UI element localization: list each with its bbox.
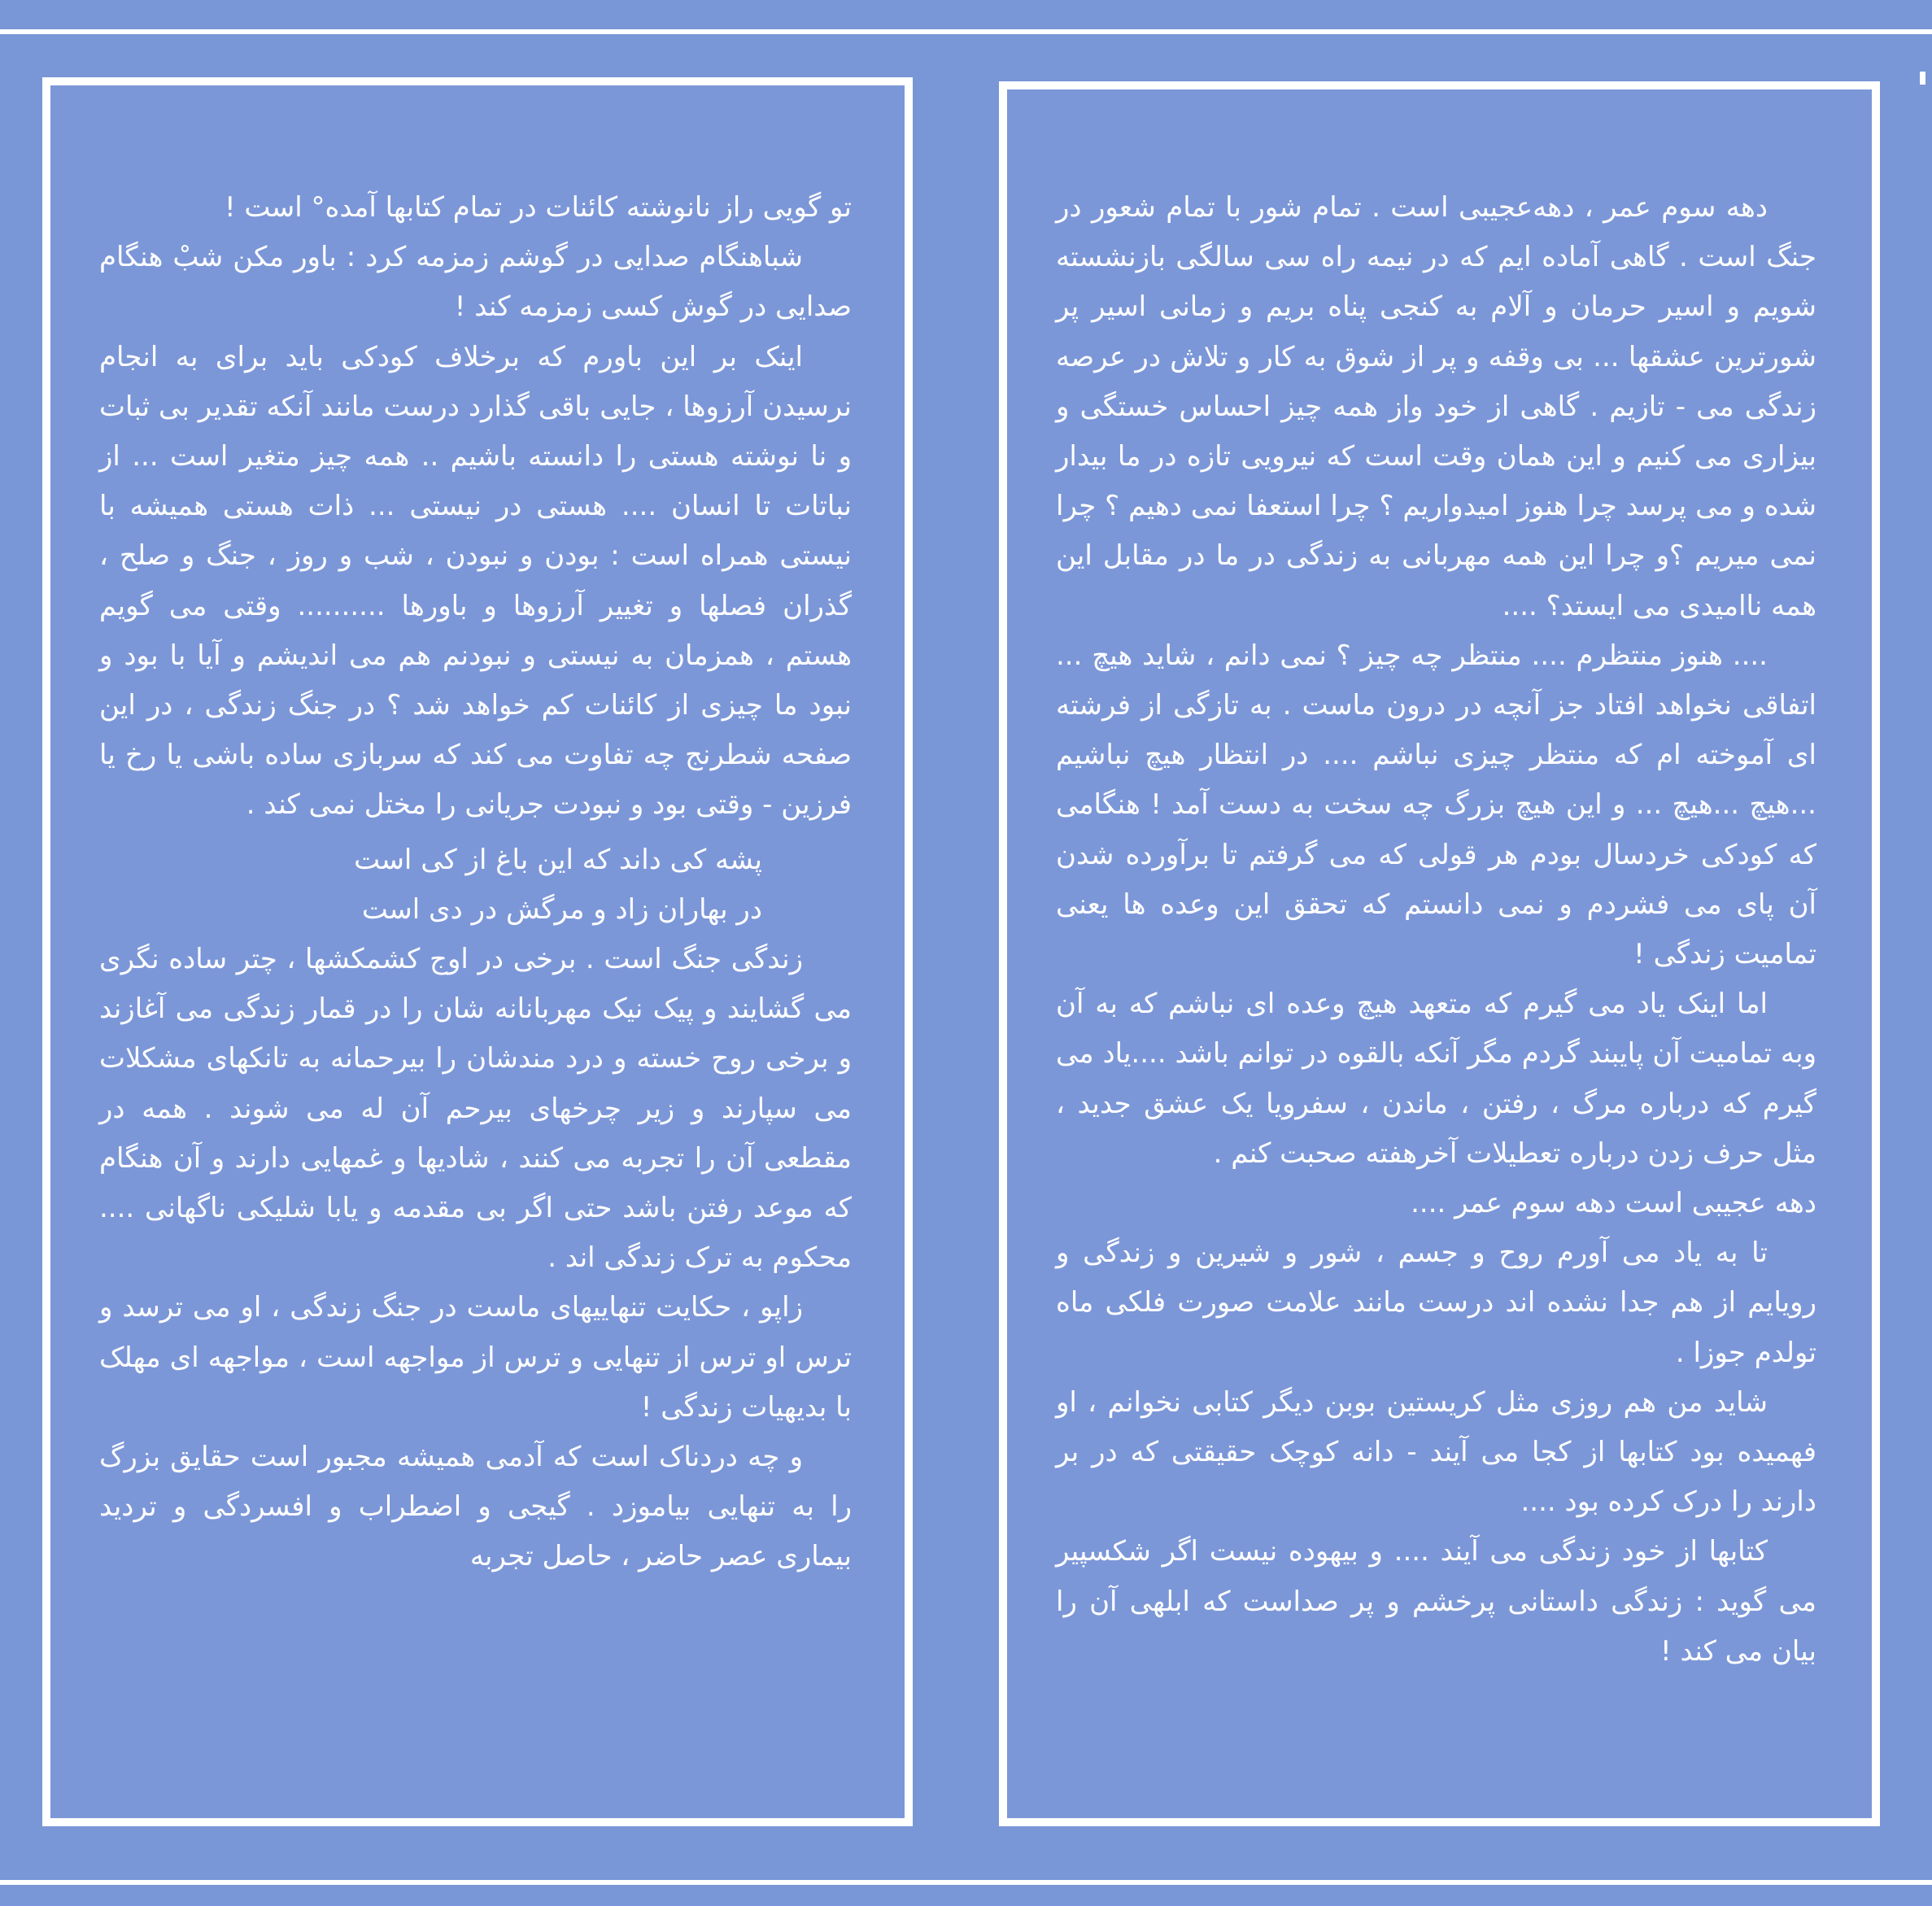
poem-line-2: در بهاران زاد و مرگش در دی است (361, 892, 762, 926)
right-paragraph-3: اما اینک یاد می گیرم که متعهد هیچ وعده ای نباشم که به آن وبه تمامیت آن پایبند گردم مگر آنکه بالقوه در توانم باشد ....یاد می گیرم که درباره مرگ ، رفتن ، ماندن ، سفرویا یک عشق جدید ، مثل حرف زدن درباره تعطیلات آخرهفته صحبت کنم . (1056, 988, 1816, 1170)
right-text-panel (999, 81, 1880, 1826)
edge-mark (1920, 72, 1925, 85)
right-text-column (1056, 183, 1816, 1677)
left-paragraph-3: اینک بر این باورم که برخلاف کودکی باید برای به انجام نرسیدن آرزوها ، جایی باقی گذارد درست مانند آنکه تقدیر بی ثبات و نا نوشته هستی را دانسته باشیم .. همه چیز متغیر است ... از نباتات تا انسان .... هستی در نیستی ... ذات هستی همیشه با نیستی همراه است : بودن و نبودن ، شب و روز ، جنگ و صلح ، گذران فصلها و تغییر آرزوها و باورها .......... وقتی می گویم هستم ، همزمان به نیستی و نبودنم هم می اندیشم و آیا با بود و نبود ما چیزی از کائنات کم خواهد شد ؟ در جنگ زندگی ، در این صفحه شطرنج چه تفاوت می کند که سربازی ساده باشی یا رخ یا فرزین - وقتی بود و نبودت جریانی را مختل نمی کند . (99, 340, 852, 822)
left-paragraph-5: زاپو ، حکایت تنهاییهای ماست در جنگ زندگی ، او می ترسد و ترس او ترس از تنهایی و ترس از مواجهه است ، مواجهه ای مهلک با بدیهیات زندگی ! (99, 1291, 852, 1424)
left-paragraph-6: و چه دردناک است که آدمی همیشه مجبور است حقایق بزرگ را به تنهایی بیاموزد . گیجی و اضطراب و افسردگی و تردید بیماری عصر حاضر ، حاصل تجربه (99, 1441, 852, 1573)
right-paragraph-7: کتابها از خود زندگی می آیند .... و بیهوده نیست اگر شکسپیر می گوید : زندگی داستانی پرخشم و پر صداست که ابلهی آن را بیان می کند ! (1056, 1535, 1816, 1668)
left-paragraph-4: زندگی جنگ است . برخی در اوج کشمکشها ، چتر ساده نگری می گشایند و پیک نیک مهربانانه شان را در قمار زندگی می آغازند و برخی روح خسته و درد مندشان را بیرحمانه به تانکهای مشکلات می سپارند و زیر چرخهای بیرحم آن له می شوند . همه در مقطعی آن را تجربه می کنند ، شادیها و غمهایی دارند و آن هنگام که موعد رفتن باشد حتی اگر بی مقدمه و یابا شلیکی ناگهانی .... محکوم به ترک زندگی اند . (99, 943, 852, 1275)
left-text-panel (42, 77, 913, 1826)
top-border-line (0, 29, 1932, 34)
poem-line-1: پشه کی داند که این باغ از کی است (354, 843, 762, 876)
right-paragraph-2: .... هنوز منتظرم .... منتظر چه چیز ؟ نمی دانم ، شاید هیچ ... اتفاقی نخواهد افتاد جز آنچه در درون ماست . به تازگی از فرشته ای آموخته ام که منتظر چیزی نباشم .... در انتظار هیچ نباشیم ...هیچ ...هیچ ... و این هیچ بزرگ چه سخت به دست آمد ! هنگامی که کودکی خردسال بودم هر قولی که می گرفتم تا برآورده شدن آن پای می فشردم و نمی دانستم که تحقق این وعده ها یعنی تمامیت زندگی ! (1056, 639, 1816, 971)
bottom-border-line (0, 1880, 1932, 1885)
right-paragraph-1: دهه سوم عمر ، دهه‌عجیبی است . تمام شور با تمام شعور در جنگ است . گاهی آماده ایم که در نیمه راه سی سالگی بازنشسته شویم و اسیر حرمان و آلام به کنجی پناه بریم و زمانی اسیر پر شورترین عشقها ... بی وقفه و پر از شوق به کار و تلاش در عرصه زندگی می - تازیم . گاهی از خود واز همه چیز احساس خستگی و بیزاری می کنیم و این همان وقت است که نیرویی تازه در ما بیدار شده و می پرسد چرا هنوز امیدواریم ؟ چرا استعفا نمی دهیم ؟ چرا نمی میریم ؟و چرا این همه مهربانی به زندگی در ما در مقابل این همه ناامیدی می ایستد؟ .... (1056, 191, 1816, 622)
poem-couplet (99, 835, 852, 935)
left-text-column (99, 183, 852, 1582)
right-paragraph-6: شاید من هم روزی مثل کریستین بوبن دیگر کتابی نخوانم ، او فهمیده بود کتابها از کجا می آیند - دانه کوچک حقیقتی که در بر دارند را درک کرده بود .... (1056, 1385, 1816, 1519)
right-paragraph-4: دهه عجیبی است دهه سوم عمر .... (1411, 1187, 1816, 1220)
right-paragraph-5: تا به یاد می آورم روح و جسم ، شور و شیرین و زندگی و رویایم از هم جدا نشده اند درست مانند علامت صورت فلکی ماه تولدم جوزا . (1056, 1237, 1816, 1369)
left-paragraph-2: شباهنگام صدایی در گوشم زمزمه کرد : باور مکن شبْ هنگام صدایی در گوش کسی زمزمه کند ! (99, 241, 852, 324)
left-paragraph-1: تو گویی راز نانوشته کائنات در تمام کتابها آمده° است ! (224, 191, 852, 224)
